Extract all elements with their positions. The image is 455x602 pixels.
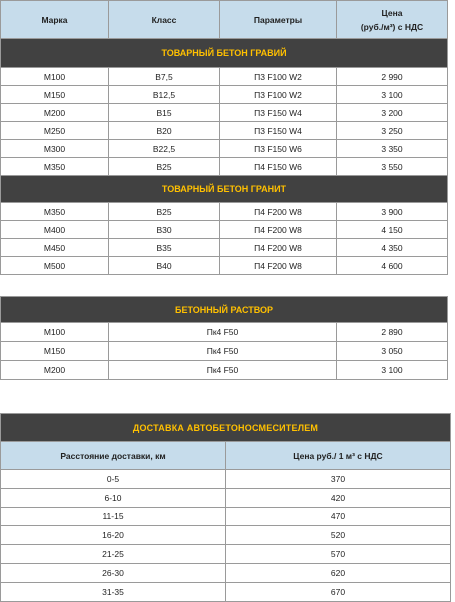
granite-price-cell: 3 900	[337, 203, 448, 221]
delivery-distance-cell: 26-30	[1, 563, 226, 582]
mortar-band-row	[1, 297, 448, 323]
mortar-params-cell: Пк4 F50	[109, 323, 337, 342]
gravel-row	[1, 68, 448, 86]
granite-mark-cell: М500	[1, 257, 109, 275]
header-price-line2: (руб./м³) с НДС	[360, 21, 424, 32]
mortar-params-cell: Пк4 F50	[109, 361, 337, 380]
gravel-mark-cell: М100	[1, 68, 109, 86]
delivery-band-row	[1, 414, 451, 442]
mortar-mark-cell: М100	[1, 323, 109, 342]
granite-row	[1, 239, 448, 257]
concrete-header-row	[1, 1, 448, 39]
mortar-price-cell: 3 050	[337, 342, 448, 361]
delivery-price-cell: 520	[226, 526, 451, 545]
gravel-price-cell: 3 550	[337, 158, 448, 176]
delivery-distance-cell: 16-20	[1, 526, 226, 545]
header-mark: Марка	[1, 1, 109, 39]
granite-row	[1, 221, 448, 239]
granite-row	[1, 203, 448, 221]
granite-class-cell: В25	[109, 203, 220, 221]
gravel-price-cell: 3 200	[337, 104, 448, 122]
granite-section-title: ТОВАРНЫЙ БЕТОН ГРАНИТ	[1, 176, 448, 203]
gravel-mark-cell: М200	[1, 104, 109, 122]
mortar-mark-cell: М150	[1, 342, 109, 361]
granite-params-cell: П4 F200 W8	[220, 203, 337, 221]
delivery-row	[1, 545, 451, 564]
gravel-params-cell: П3 F100 W2	[220, 86, 337, 104]
gravel-price-cell: 3 250	[337, 122, 448, 140]
delivery-price-cell: 570	[226, 545, 451, 564]
delivery-distance-cell: 21-25	[1, 545, 226, 564]
gravel-mark-cell: М350	[1, 158, 109, 176]
delivery-row	[1, 507, 451, 526]
granite-class-cell: В35	[109, 239, 220, 257]
mortar-mark-cell: М200	[1, 361, 109, 380]
granite-price-cell: 4 150	[337, 221, 448, 239]
gravel-price-cell: 3 350	[337, 140, 448, 158]
mortar-price-cell: 3 100	[337, 361, 448, 380]
header-params: Параметры	[220, 1, 337, 39]
delivery-row	[1, 488, 451, 507]
gravel-row	[1, 158, 448, 176]
gravel-price-cell: 2 990	[337, 68, 448, 86]
gravel-row	[1, 140, 448, 158]
gravel-params-cell: П3 F150 W6	[220, 140, 337, 158]
gravel-section-title: ТОВАРНЫЙ БЕТОН ГРАВИЙ	[1, 39, 448, 68]
delivery-distance-cell: 31-35	[1, 582, 226, 601]
delivery-header-row	[1, 442, 451, 470]
delivery-price-table	[0, 413, 451, 602]
gravel-params-cell: П4 F150 W6	[220, 158, 337, 176]
gravel-params-cell: П3 F150 W4	[220, 104, 337, 122]
delivery-price-cell: 420	[226, 488, 451, 507]
header-price	[337, 1, 448, 39]
granite-mark-cell: М450	[1, 239, 109, 257]
gravel-row	[1, 104, 448, 122]
delivery-price-cell: 620	[226, 563, 451, 582]
gravel-class-cell: В22,5	[109, 140, 220, 158]
header-class: Класс	[109, 1, 220, 39]
mortar-row	[1, 361, 448, 380]
gravel-params-cell: П3 F150 W4	[220, 122, 337, 140]
header-delivery-price: Цена руб./ 1 м³ с НДС	[226, 442, 451, 470]
gravel-class-cell: В15	[109, 104, 220, 122]
mortar-row	[1, 323, 448, 342]
gravel-row	[1, 86, 448, 104]
header-price-line1: Цена	[381, 7, 403, 18]
granite-mark-cell: М400	[1, 221, 109, 239]
gravel-mark-cell: М150	[1, 86, 109, 104]
gravel-class-cell: В12,5	[109, 86, 220, 104]
gravel-class-cell: В7,5	[109, 68, 220, 86]
granite-class-cell: В30	[109, 221, 220, 239]
delivery-distance-cell: 0-5	[1, 470, 226, 489]
granite-mark-cell: М350	[1, 203, 109, 221]
mortar-section-title: БЕТОННЫЙ РАСТВОР	[1, 297, 448, 323]
granite-params-cell: П4 F200 W8	[220, 239, 337, 257]
mortar-row	[1, 342, 448, 361]
delivery-price-cell: 470	[226, 507, 451, 526]
delivery-distance-cell: 6-10	[1, 488, 226, 507]
granite-price-cell: 4 600	[337, 257, 448, 275]
gravel-price-cell: 3 100	[337, 86, 448, 104]
mortar-price-table	[0, 296, 448, 380]
mortar-params-cell: Пк4 F50	[109, 342, 337, 361]
mortar-price-cell: 2 890	[337, 323, 448, 342]
concrete-price-table	[0, 0, 448, 275]
gravel-row	[1, 122, 448, 140]
delivery-section-title: ДОСТАВКА АВТОБЕТОНОСМЕСИТЕЛЕМ	[1, 414, 451, 442]
header-distance: Расстояние доставки, км	[1, 442, 226, 470]
delivery-row	[1, 563, 451, 582]
gravel-mark-cell: М250	[1, 122, 109, 140]
delivery-price-cell: 670	[226, 582, 451, 601]
gravel-band-row	[1, 39, 448, 68]
delivery-price-cell: 370	[226, 470, 451, 489]
gravel-class-cell: В20	[109, 122, 220, 140]
granite-params-cell: П4 F200 W8	[220, 257, 337, 275]
delivery-distance-cell: 11-15	[1, 507, 226, 526]
gravel-params-cell: П3 F100 W2	[220, 68, 337, 86]
delivery-row	[1, 582, 451, 601]
granite-price-cell: 4 350	[337, 239, 448, 257]
delivery-row	[1, 470, 451, 489]
granite-class-cell: В40	[109, 257, 220, 275]
delivery-row	[1, 526, 451, 545]
gravel-class-cell: В25	[109, 158, 220, 176]
gravel-mark-cell: М300	[1, 140, 109, 158]
granite-params-cell: П4 F200 W8	[220, 221, 337, 239]
granite-band-row	[1, 176, 448, 203]
granite-row	[1, 257, 448, 275]
